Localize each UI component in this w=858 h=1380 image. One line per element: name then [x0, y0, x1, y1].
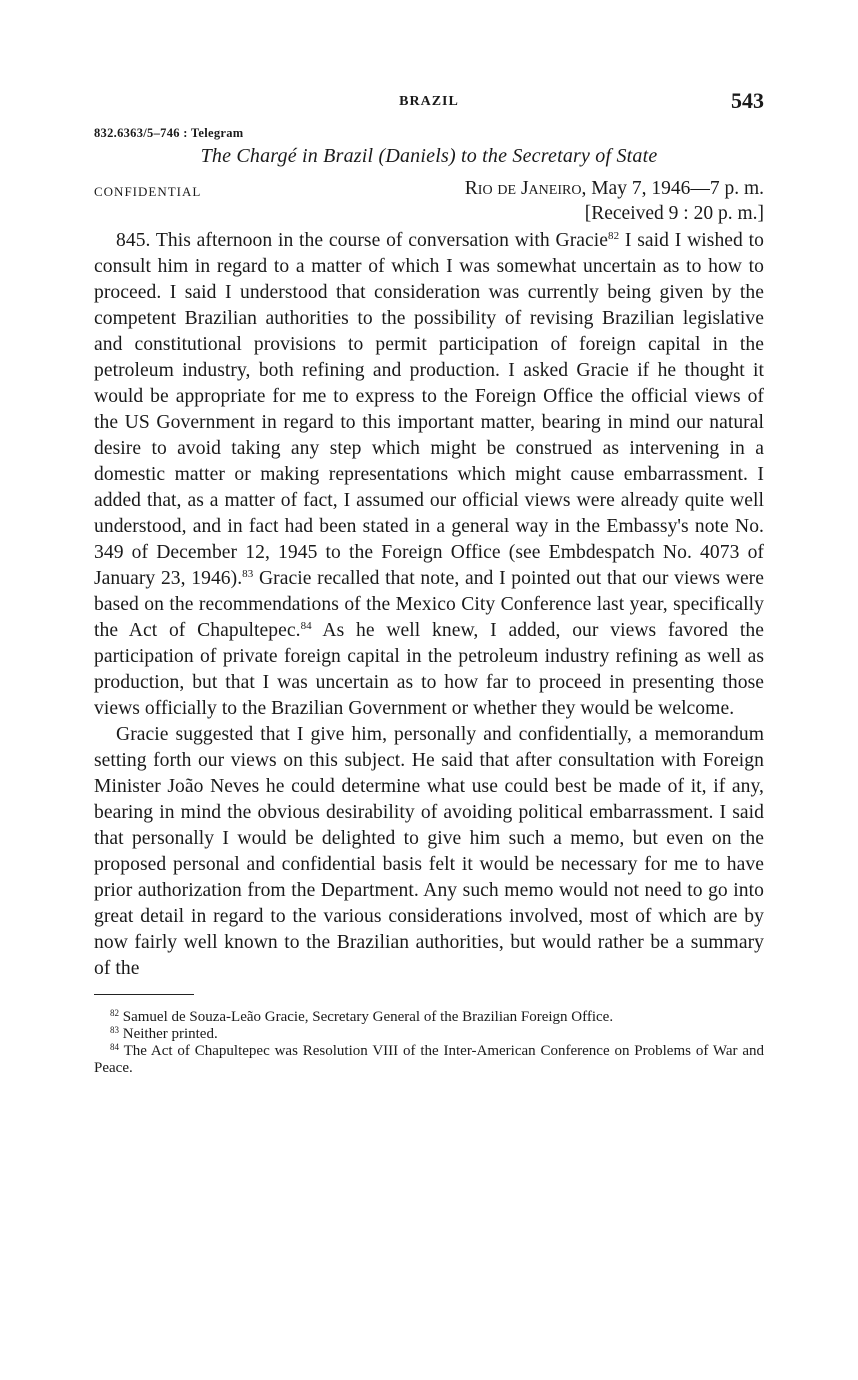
classification-label: CONFIDENTIAL — [94, 184, 202, 199]
footnote-divider — [94, 994, 194, 995]
running-title: BRAZIL — [399, 94, 459, 109]
file-reference: 832.6363/5–746 : Telegram — [94, 126, 244, 140]
running-head — [94, 88, 764, 122]
footnote-84 — [94, 1043, 764, 1077]
paragraph-1-part-b: I said I wished to consult him in regard to a matter of which I was somewhat uncertain as to how to proceed. I said I understood that consideration was currently being given by the competent Brazilian authorities to the possibility of revising Brazilian legislative and constitutional provisions to permit participation of foreign capital in the petroleum industry, both refining and production. I asked Gracie if he thought it would be appropriate for me to express to the Foreign Office the official views of the US Government in regard to this important matter, bearing in mind our natural desire to avoid taking any step which might be construed as intervening in a domestic matter or making representations which might cause embarrassment. I added that, as a matter of fact, I assumed our official views were already quite well understood, and in fact had been stated in a general way in the Embassy's note No. 349 of December 12, 1945 to the Foreign Office (see Embdespatch No. 4073 of January 23, 1946). — [94, 230, 764, 589]
footnote-text: Neither printed. — [122, 1026, 218, 1042]
footnote-83 — [94, 1026, 764, 1043]
footnote-82 — [94, 1009, 764, 1026]
paragraph-1-part-c: Gracie recalled that note, and I pointed out that our views were based on the recommendations of the Mexico City Conference last year, specifically the Act of Chapultepec. — [94, 568, 765, 641]
page-number: 543 — [731, 88, 764, 113]
footnote-text: The Act of Chapultepec was Resolution VIII of the Inter-American Conference on Problems of War and Peace. — [94, 1043, 764, 1076]
footnote-ref-82: 82 — [608, 230, 620, 242]
document-title: The Chargé in Brazil (Daniels) to the Secretary of State — [200, 145, 658, 167]
place: Rio de Janeiro, — [464, 178, 587, 199]
document-page — [94, 88, 764, 1077]
footnote-mark: 84 — [110, 1042, 119, 1052]
footnote-mark: 82 — [110, 1008, 119, 1018]
date: May 7, 1946—7 p. m. — [591, 178, 764, 199]
footnote-text: Samuel de Souza-Leão Gracie, Secretary General of the Brazilian Foreign Office. — [122, 1009, 614, 1025]
dateline — [94, 178, 764, 228]
place-date — [465, 178, 764, 200]
paragraph-1-part-d: As he well knew, I added, our views favored the participation of private foreign capital in the petroleum industry refining as well as production, but that I was uncertain as to how far to proceed in presenting those views officially to the Brazilian Government or whether they would be welcome. — [94, 620, 764, 719]
body-paragraph-2: Gracie suggested that I give him, personally and confidentially, a memorandum setting forth our views on this subject. He said that after consultation with Foreign Minister João Neves he could determine what use could best be made of it, if any, bearing in mind the obvious desirability of avoiding political embarrassment. I said that personally I would be delighted to give him such a memo, but even on the proposed personal and confidential basis felt it would be necessary for me to have prior authorization from the Department. Any such memo would not need to go into great detail in regard to the various considerations involved, most of which are by now fairly well known to the Brazilian authorities, but would rather be a summary of the — [94, 724, 764, 979]
received-time: [Received 9 : 20 p. m.] — [584, 203, 764, 224]
paragraph-1-part-a: 845. This afternoon in the course of conversation with Gracie — [116, 230, 609, 251]
footnote-ref-83: 83 — [242, 568, 254, 580]
footnote-ref-84: 84 — [300, 620, 312, 632]
footnote-mark: 83 — [110, 1025, 119, 1035]
body-paragraph-1 — [94, 228, 764, 722]
